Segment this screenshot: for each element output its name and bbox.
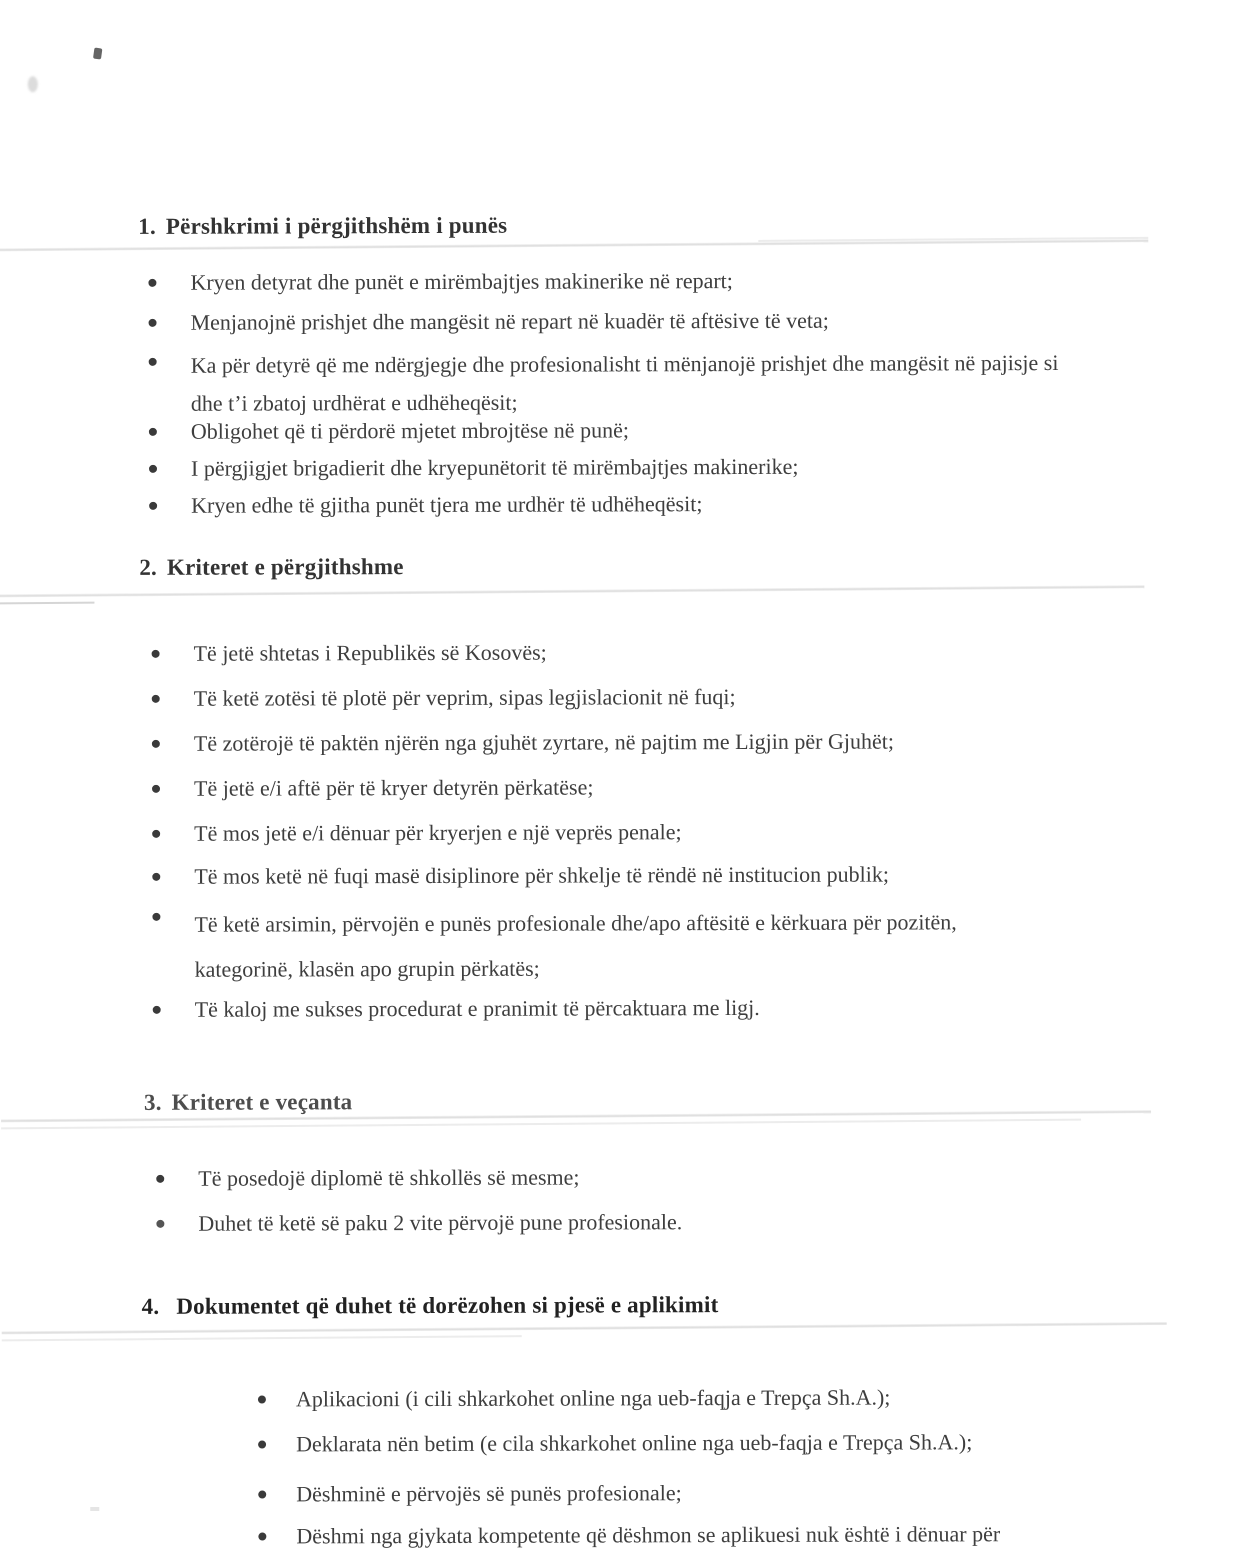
list-item-text: Të zotërojë të paktën njërën nga gjuhët zyrtare, në pajtim me Ligjin për Gjuhët; xyxy=(193,728,894,756)
section-title: Dokumentet që duhet të dorëzohen si pjesë e aplikimit xyxy=(176,1292,719,1319)
list-item-text: Të mos jetë e/i dënuar për kryerjen e një veprës penale; xyxy=(194,819,682,846)
bullet-icon xyxy=(156,1220,164,1228)
list-item xyxy=(148,266,733,298)
list-item-text: Të posedojë diplomë të shkollës së mesme; xyxy=(198,1164,580,1191)
list-item-text: Të jetë shtetas i Republikës së Kosovës; xyxy=(193,639,547,666)
section-title: Kriteret e përgjithshme xyxy=(166,554,404,580)
bullet-icon xyxy=(152,913,160,921)
list-item xyxy=(149,344,1069,423)
list-item-text: Të ketë arsimin, përvojën e punës profesionale dhe/apo aftësitë e kërkuara për pozitën, kategorinë, klasën apo grupin përkatës; xyxy=(194,909,957,982)
bullet-icon xyxy=(149,502,157,510)
list-item-text: Të ketë zotësi të plotë për veprim, sipas legjislacionit në fuqi; xyxy=(193,684,736,711)
bullet-icon xyxy=(152,785,160,793)
list-item xyxy=(152,899,1052,992)
list-item xyxy=(149,415,629,447)
list-item-text: Aplikacioni (i cili shkarkohet online nga ueb-faqja e Trepça Sh.A.); xyxy=(295,1384,891,1412)
list-item-text: Duhet të ketë së paku 2 vite përvojë pune profesionale. xyxy=(198,1209,683,1236)
list-item xyxy=(258,1427,972,1459)
list-item-text: Dëshmi nga gjykata kompetente që dëshmon se aplikuesi nuk është i dënuar për xyxy=(296,1521,1001,1549)
bullet-icon xyxy=(152,740,160,748)
list-item-text: Të jetë e/i aftë për të kryer detyrën përkatëse; xyxy=(193,774,594,801)
list-item xyxy=(152,638,547,669)
list-item xyxy=(152,860,889,892)
list-item-text: Deklarata nën betim (e cila shkarkohet online nga ueb-faqja e Trepça Sh.A.); xyxy=(296,1429,973,1457)
list-item-text: Menjanojnë prishjet dhe mangësit në repart në kuadër të aftësive të veta; xyxy=(190,307,829,335)
list-item-text: Kryen edhe të gjitha punët tjera me urdhër të udhëheqësit; xyxy=(191,491,703,518)
bullet-icon xyxy=(149,358,157,366)
bullet-icon xyxy=(152,650,160,658)
section-2-heading xyxy=(139,554,403,581)
bullet-icon xyxy=(258,1441,266,1449)
bullet-icon xyxy=(258,1396,266,1404)
section-number: 3. xyxy=(143,1089,162,1115)
list-item xyxy=(149,452,799,484)
list-item-text: Ka për detyrë që me ndërgjegje dhe profesionalisht ti mënjanojë prishjet dhe mangësit në pajisje si dhe t’i zbatoj urdhërat e udhëheqësit; xyxy=(190,350,1059,416)
list-item xyxy=(258,1383,891,1415)
section-number: 4. xyxy=(141,1293,160,1319)
list-item-text: Kryen detyrat dhe punët e mirëmbajtjes makinerike në repart; xyxy=(190,268,733,295)
bullet-icon xyxy=(148,279,156,287)
list-item xyxy=(149,306,829,338)
list-item-text: I përgjigjet brigadierit dhe kryepunëtorit të mirëmbajtjes makinerike; xyxy=(190,453,799,481)
heading-rule-faint xyxy=(2,1335,522,1341)
bullet-icon xyxy=(152,830,160,838)
scan-speck xyxy=(28,76,38,92)
list-item xyxy=(152,727,894,759)
list-item-text: Të mos ketë në fuqi masë disiplinore për shkelje të rëndë në institucion publik; xyxy=(194,861,889,889)
bullet-icon xyxy=(156,1175,164,1183)
heading-rule xyxy=(0,239,1148,251)
bullet-icon xyxy=(149,428,157,436)
section-number: 1. xyxy=(138,213,156,239)
section-1-heading xyxy=(138,213,507,240)
section-3-heading xyxy=(144,1089,352,1116)
heading-rule xyxy=(2,1322,1167,1334)
section-title: Kriteret e veçanta xyxy=(171,1089,353,1115)
list-item xyxy=(258,1519,1000,1551)
list-item xyxy=(156,1207,682,1239)
list-item-text: Të kaloj me sukses procedurat e pranimit të përcaktuara me ligj. xyxy=(194,994,760,1022)
scan-speck xyxy=(90,1507,99,1511)
heading-rule xyxy=(0,585,1144,597)
bullet-icon xyxy=(152,695,160,703)
bullet-icon xyxy=(152,873,160,881)
list-item xyxy=(149,489,702,521)
section-number: 2. xyxy=(139,554,158,580)
list-item xyxy=(258,1478,682,1509)
list-item xyxy=(156,1163,579,1194)
bullet-icon xyxy=(153,1006,161,1014)
list-item xyxy=(152,682,736,714)
bullet-icon xyxy=(258,1533,266,1541)
list-item-text: Obligohet që ti përdorë mjetet mbrojtëse në punë; xyxy=(190,417,629,444)
list-item-text: Dëshminë e përvojës së punës profesionale; xyxy=(296,1480,682,1507)
section-4-heading xyxy=(142,1292,719,1320)
list-item xyxy=(152,817,682,849)
scan-speck xyxy=(93,48,102,60)
heading-rule-faint xyxy=(0,602,94,605)
bullet-icon xyxy=(258,1491,266,1499)
bullet-icon xyxy=(149,319,157,327)
section-title: Përshkrimi i përgjithshëm i punës xyxy=(165,212,508,239)
list-item xyxy=(152,772,594,803)
list-item xyxy=(153,993,760,1025)
bullet-icon xyxy=(149,465,157,473)
